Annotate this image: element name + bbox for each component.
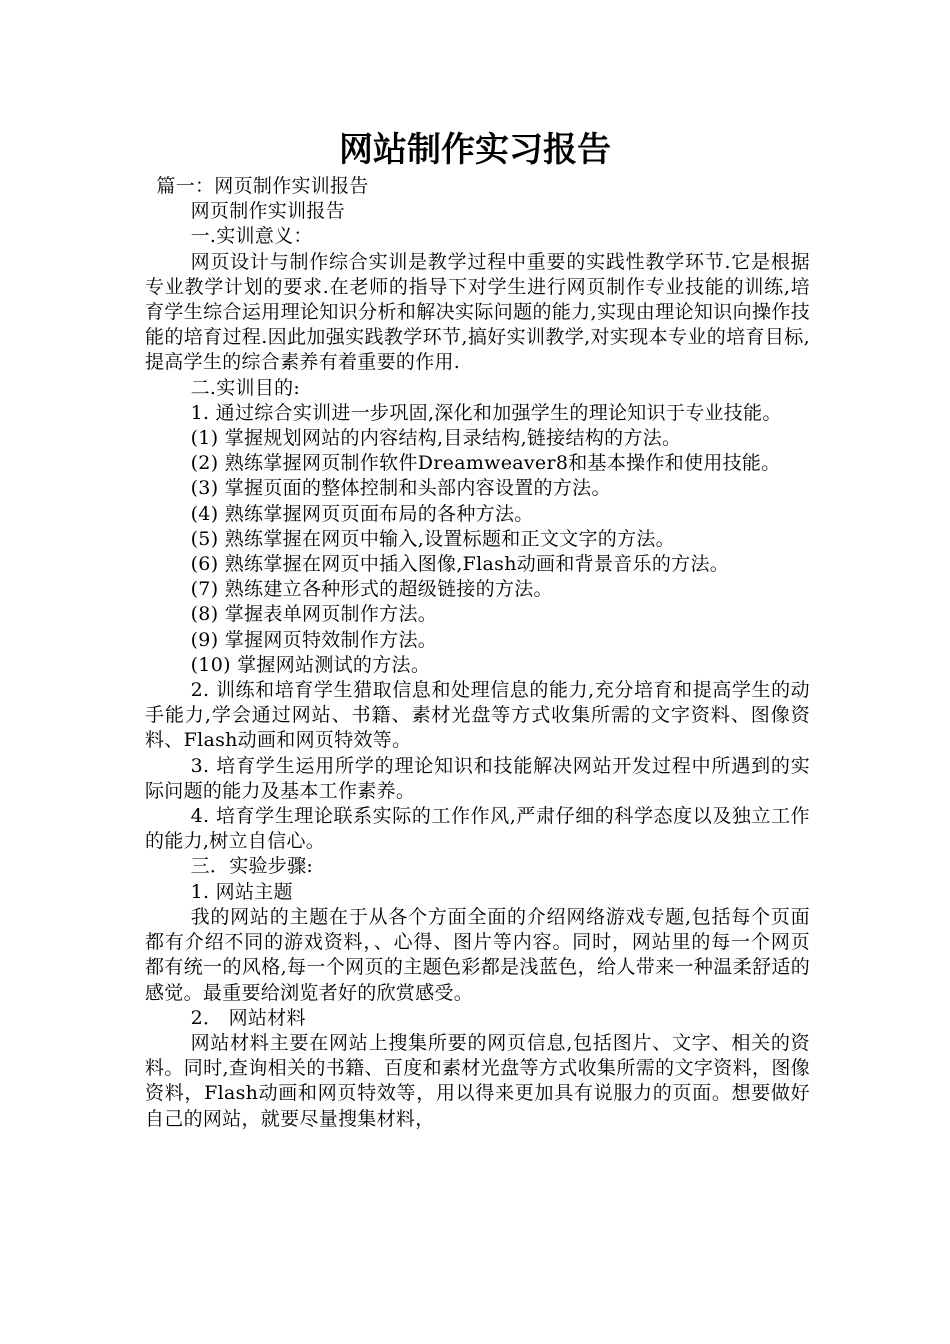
paragraph: (6) 熟练掌握在网页中插入图像,Flash动画和背景音乐的方法。 [190,553,730,576]
paragraph: 我的网站的主题在于从各个方面全面的介绍网络游戏专题,包括每个页面都有介绍不同的游戏资料，、心得、图片等内容。同时，网站里的每一个网页都有统一的风格,每一个网页的主题色彩都是浅蓝色，给人带来一种温柔舒适的感觉。最重要给浏览者好的欣赏感受。 [145,905,810,1004]
paragraph: 3. 培育学生运用所学的理论知识和技能解决网站开发过程中所遇到的实际问题的能力及基本工作素养。 [145,754,810,802]
paragraph: (1) 掌握规划网站的内容结构,目录结构,链接结构的方法。 [190,427,682,450]
paragraph: 网页设计与制作综合实训是教学过程中重要的实践性教学环节.它是根据专业教学计划的要求.在老师的指导下对学生进行网页制作专业技能的训练,培育学生综合运用理论知识分析和解决实际问题的能力,实现由理论知识向操作技能的培育过程.因此加强实践教学环节,搞好实训教学,对实现本专业的培育目标,提高学生的综合素养有着重要的作用. [145,250,810,374]
paragraph: (7) 熟练建立各种形式的超级链接的方法。 [190,578,553,601]
paragraph: (5) 熟练掌握在网页中输入,设置标题和正文文字的方法。 [190,527,675,550]
paragraph: 4. 培育学生理论联系实际的工作作风,严肃仔细的科学态度以及独立工作的能力,树立自信心。 [145,805,810,853]
paragraph: 一.实训意义： [190,225,313,248]
paragraph: 网站材料主要在网站上搜集所要的网页信息,包括图片、文字、相关的资料。同时,查询相关的书籍、百度和素材光盘等方式收集所需的文字资料，图像资料，Flash动画和网页特效等，用以得来更加具有说服力的页面。想要做好自己的网站，就要尽量搜集材料， [145,1031,810,1130]
paragraph: (8) 掌握表单网页制作方法。 [190,603,438,626]
paragraph: 1. 通过综合实训进一步巩固,深化和加强学生的理论知识于专业技能。 [190,401,782,424]
paragraph: (9) 掌握网页特效制作方法。 [190,628,438,651]
paragraph: 二.实训目的: [190,376,301,399]
paragraph: (4) 熟练掌握网页页面布局的各种方法。 [190,502,534,525]
document-body [145,174,810,1132]
section-heading: 篇一：网页制作实训报告 [156,175,369,197]
paragraph: 2． 网站材料 [190,1006,306,1029]
paragraph: 2. 训练和培育学生猎取信息和处理信息的能力,充分培育和提高学生的动手能力,学会通过网站、书籍、素材光盘等方式收集所需的文字资料、图像资料、Flash动画和网页特效等。 [145,679,810,752]
paragraph: 1. 网站主题 [190,880,293,903]
paragraph: 三．实验步骤: [190,855,314,878]
paragraph: (10) 掌握网站测试的方法。 [190,653,431,676]
paragraph: (2) 熟练掌握网页制作软件Dreamweaver8和基本操作和使用技能。 [190,452,781,475]
paragraph: (3) 掌握页面的整体控制和头部内容设置的方法。 [190,477,611,500]
paragraph: 网页制作实训报告 [190,200,345,223]
document-title: 网站制作实习报告 [339,130,611,170]
